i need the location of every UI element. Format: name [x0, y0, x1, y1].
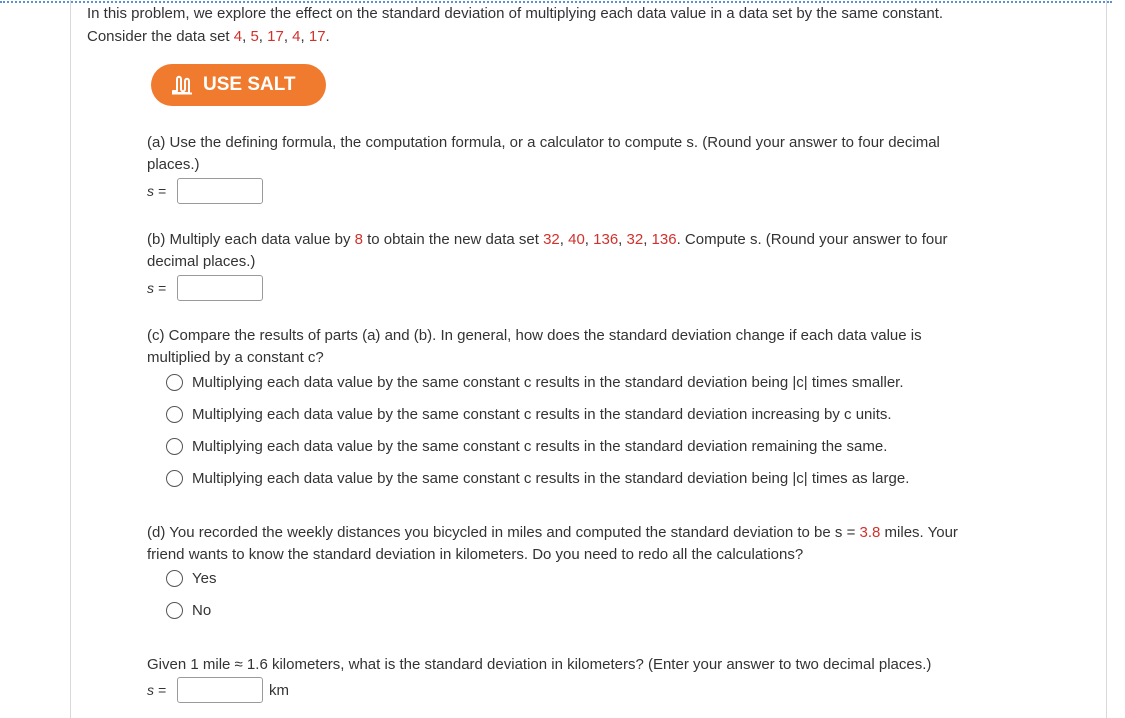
- part-b-text-2: decimal places.): [147, 253, 256, 270]
- part-a-answer-row: [147, 177, 263, 205]
- data-value: 4: [233, 28, 243, 45]
- part-c-option-2[interactable]: [166, 403, 892, 425]
- part-d-option-no[interactable]: [166, 599, 211, 621]
- answer-label: s =: [147, 183, 167, 199]
- part-a-text-1: (a) Use the defining formula, the computation formula, or a calculator to compute s. (Round your answer to four decimal: [147, 134, 940, 151]
- part-c-text-1: (c) Compare the results of parts (a) and (b). In general, how does the standard deviation change if each data value is: [147, 327, 922, 344]
- sd-value: 3.8: [859, 524, 881, 541]
- part-c-option-3[interactable]: [166, 435, 887, 457]
- part-b-answer-input[interactable]: [177, 275, 263, 301]
- part-e-text: Given 1 mile ≈ 1.6 kilometers, what is the standard deviation in kilometers? (Enter your answer to two decimal places.): [147, 656, 932, 673]
- data-value: 32: [543, 231, 560, 248]
- radio-button[interactable]: [166, 470, 183, 487]
- radio-button[interactable]: [166, 374, 183, 391]
- part-b-answer-row: [147, 274, 263, 302]
- part-a-text-2: places.): [147, 156, 200, 173]
- multiplier-value: 8: [354, 231, 363, 248]
- data-value: 136: [651, 231, 677, 248]
- option-label: Multiplying each data value by the same constant c results in the standard deviation increasing by c units.: [192, 405, 892, 423]
- option-label: Multiplying each data value by the same constant c results in the standard deviation remaining the same.: [192, 437, 888, 455]
- data-value: 4: [292, 28, 301, 45]
- part-d-option-yes[interactable]: [166, 567, 216, 589]
- part-d-text-2: friend wants to know the standard deviation in kilometers. Do you need to redo all the calculations?: [147, 546, 804, 563]
- data-value: 136: [593, 231, 619, 248]
- part-a-answer-input[interactable]: [177, 178, 263, 204]
- option-label: No: [192, 601, 212, 619]
- data-value: 17: [267, 28, 284, 45]
- answer-label: s =: [147, 280, 167, 296]
- use-salt-label: USE SALT: [203, 74, 296, 95]
- data-value: 32: [626, 231, 644, 248]
- part-d-text-1: (d) You recorded the weekly distances you bicycled in miles and computed the standard deviation to be s = 3.8 miles. Your: [147, 524, 958, 541]
- part-c-option-1[interactable]: [166, 371, 904, 393]
- option-label: Yes: [192, 569, 217, 587]
- radio-button[interactable]: [166, 406, 183, 423]
- data-value: 40: [568, 231, 585, 248]
- part-e-answer-row: [147, 676, 289, 704]
- right-border: [1106, 0, 1107, 718]
- radio-button[interactable]: [166, 602, 183, 619]
- part-e-answer-input[interactable]: [177, 677, 263, 703]
- radio-button[interactable]: [166, 570, 183, 587]
- left-border: [70, 0, 71, 718]
- radio-button[interactable]: [166, 438, 183, 455]
- part-c-text-2: multiplied by a constant c?: [147, 349, 324, 366]
- unit-label: km: [269, 681, 289, 699]
- salt-chart-icon: [171, 75, 193, 95]
- answer-label: s =: [147, 682, 167, 698]
- intro-line-2: Consider the data set 4, 5, 17, 4, 17.: [87, 28, 330, 45]
- intro-line-1: In this problem, we explore the effect on the standard deviation of multiplying each data value in a data set by the same constant.: [87, 5, 944, 22]
- part-c-option-4[interactable]: [166, 467, 909, 489]
- data-value: 5: [250, 28, 259, 45]
- use-salt-button[interactable]: [151, 64, 326, 106]
- part-b-text-1: (b) Multiply each data value by 8 to obtain the new data set 32, 40, 136, 32, 136. Compute s. (Round your answer to four: [147, 231, 948, 248]
- option-label: Multiplying each data value by the same constant c results in the standard deviation being |c| times smaller.: [192, 373, 904, 391]
- data-value: 17: [308, 28, 326, 45]
- option-label: Multiplying each data value by the same constant c results in the standard deviation being |c| times as large.: [192, 469, 910, 487]
